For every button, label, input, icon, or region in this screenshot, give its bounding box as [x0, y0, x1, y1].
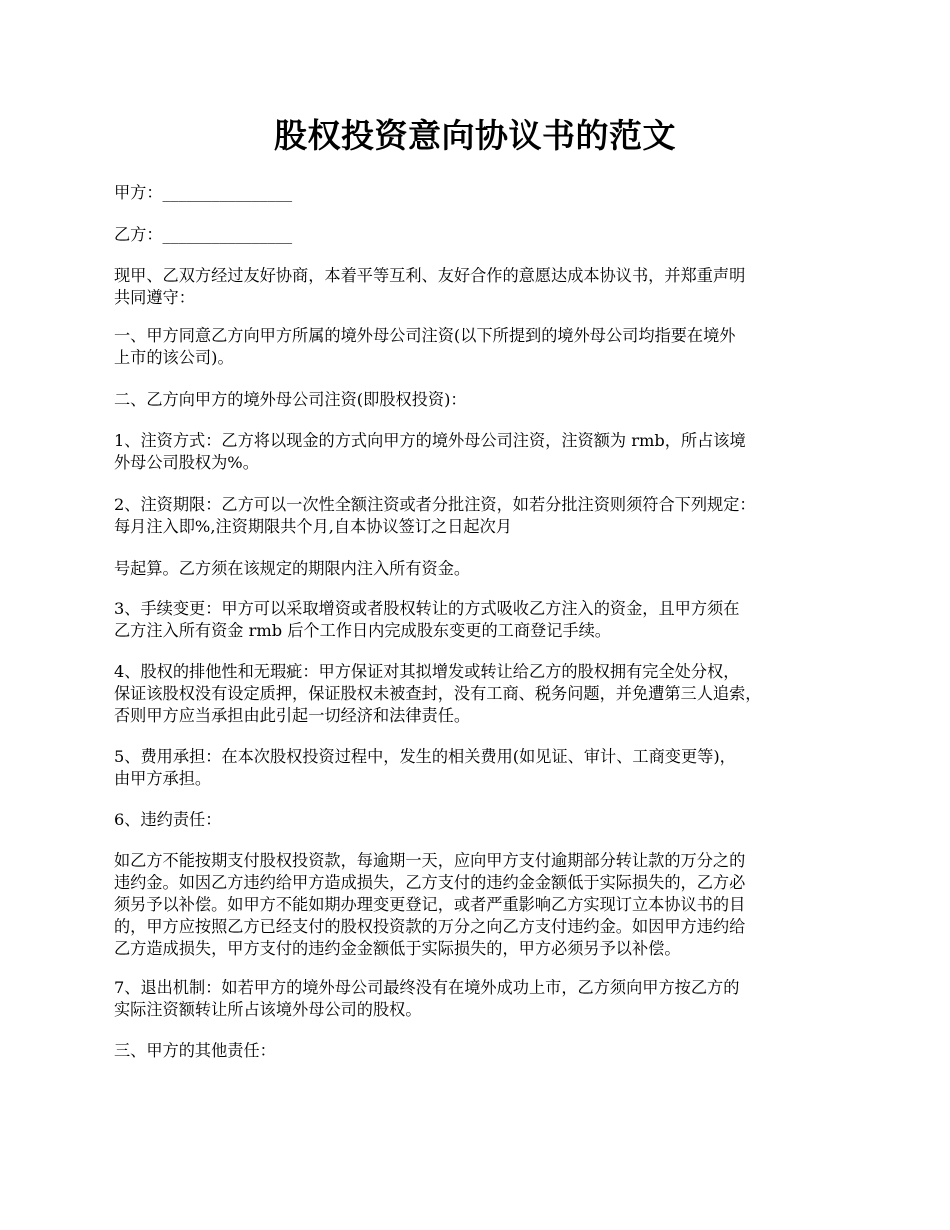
text-line: 如乙方不能按期支付股权投资款，每逾期一天，应向甲方支付逾期部分转让款的万分之的: [114, 851, 746, 870]
text-line: 外母公司股权为%。: [114, 453, 259, 472]
text-line: 现甲、乙双方经过友好协商，本着平等互利、友好合作的意愿达成本协议书，并郑重声明: [114, 266, 746, 285]
subclause-2-continuation: [114, 558, 854, 580]
clause-2-heading: [114, 389, 854, 411]
text-line: 1、注资方式：乙方将以现金的方式向甲方的境外母公司注资，注资额为 rmb，所占该境: [114, 431, 746, 450]
text-line: 每月注入即%,注资期限共个月,自本协议签订之日起次月: [114, 517, 512, 536]
preamble-paragraph: [114, 265, 854, 309]
subclause-2-paragraph: [114, 494, 854, 538]
clause-3-heading: [114, 1040, 854, 1062]
subclause-4-paragraph: [114, 661, 854, 727]
text-line: 乙方：________________: [114, 225, 293, 244]
text-line: 的，甲方应按照乙方已经支付的股权投资款的万分之向乙方支付违约金。如因甲方违约给: [114, 917, 746, 936]
party-a-line: [114, 182, 854, 204]
text-line: 共同遵守：: [114, 288, 195, 307]
clause-1-paragraph: [114, 325, 854, 369]
text-line: 7、退出机制：如若甲方的境外母公司最终没有在境外成功上市，乙方须向甲方按乙方的: [114, 978, 740, 997]
subclause-5-paragraph: [114, 746, 854, 790]
subclause-1-paragraph: [114, 430, 854, 474]
text-line: 三、甲方的其他责任：: [114, 1041, 276, 1060]
text-line: 甲方：________________: [114, 183, 293, 202]
text-line: 保证该股权没有设定质押，保证股权未被查封，没有工商、税务问题，并免遭第三人追索，: [114, 684, 762, 703]
subclause-6-heading: [114, 809, 854, 831]
text-line: 乙方注入所有资金 rmb 后个工作日内完成股东变更的工商登记手续。: [114, 621, 611, 640]
text-line: 违约金。如因乙方违约给甲方造成损失，乙方支付的违约金金额低于实际损失的，乙方必: [114, 873, 746, 892]
party-b-line: [114, 224, 854, 246]
text-line: 二、乙方向甲方的境外母公司注资(即股权投资)：: [114, 390, 467, 409]
subclause-3-paragraph: [114, 598, 854, 642]
text-line: 一、甲方同意乙方向甲方所属的境外母公司注资(以下所提到的境外母公司均指要在境外: [114, 326, 736, 345]
text-line: 5、费用承担：在本次股权投资过程中，发生的相关费用(如见证、审计、工商变更等)，: [114, 747, 736, 766]
text-line: 上市的该公司)。: [114, 348, 234, 367]
text-line: 6、违约责任：: [114, 810, 222, 829]
document-title: 股权投资意向协议书的范文: [274, 116, 676, 155]
text-line: 4、股权的排他性和无瑕疵：甲方保证对其拟增发或转让给乙方的股权拥有完全处分权，: [114, 662, 740, 681]
text-line: 否则甲方应当承担由此引起一切经济和法律责任。: [114, 706, 471, 725]
text-line: 乙方造成损失，甲方支付的违约金金额低于实际损失的，甲方必须另予以补偿。: [114, 939, 681, 958]
breach-liability-paragraph: [114, 850, 854, 960]
text-line: 须另予以补偿。如甲方不能如期办理变更登记，或者严重影响乙方实现订立本协议书的目: [114, 895, 746, 914]
text-line: 实际注资额转让所占该境外母公司的股权。: [114, 1000, 422, 1019]
text-line: 3、手续变更：甲方可以采取增资或者股权转让的方式吸收乙方注入的资金，且甲方须在: [114, 599, 740, 618]
text-line: 号起算。乙方须在该规定的期限内注入所有资金。: [114, 559, 471, 578]
text-line: 2、注资期限：乙方可以一次性全额注资或者分批注资，如若分批注资则须符合下列规定：: [114, 495, 756, 514]
subclause-7-paragraph: [114, 977, 854, 1021]
text-line: 由甲方承担。: [114, 769, 212, 788]
